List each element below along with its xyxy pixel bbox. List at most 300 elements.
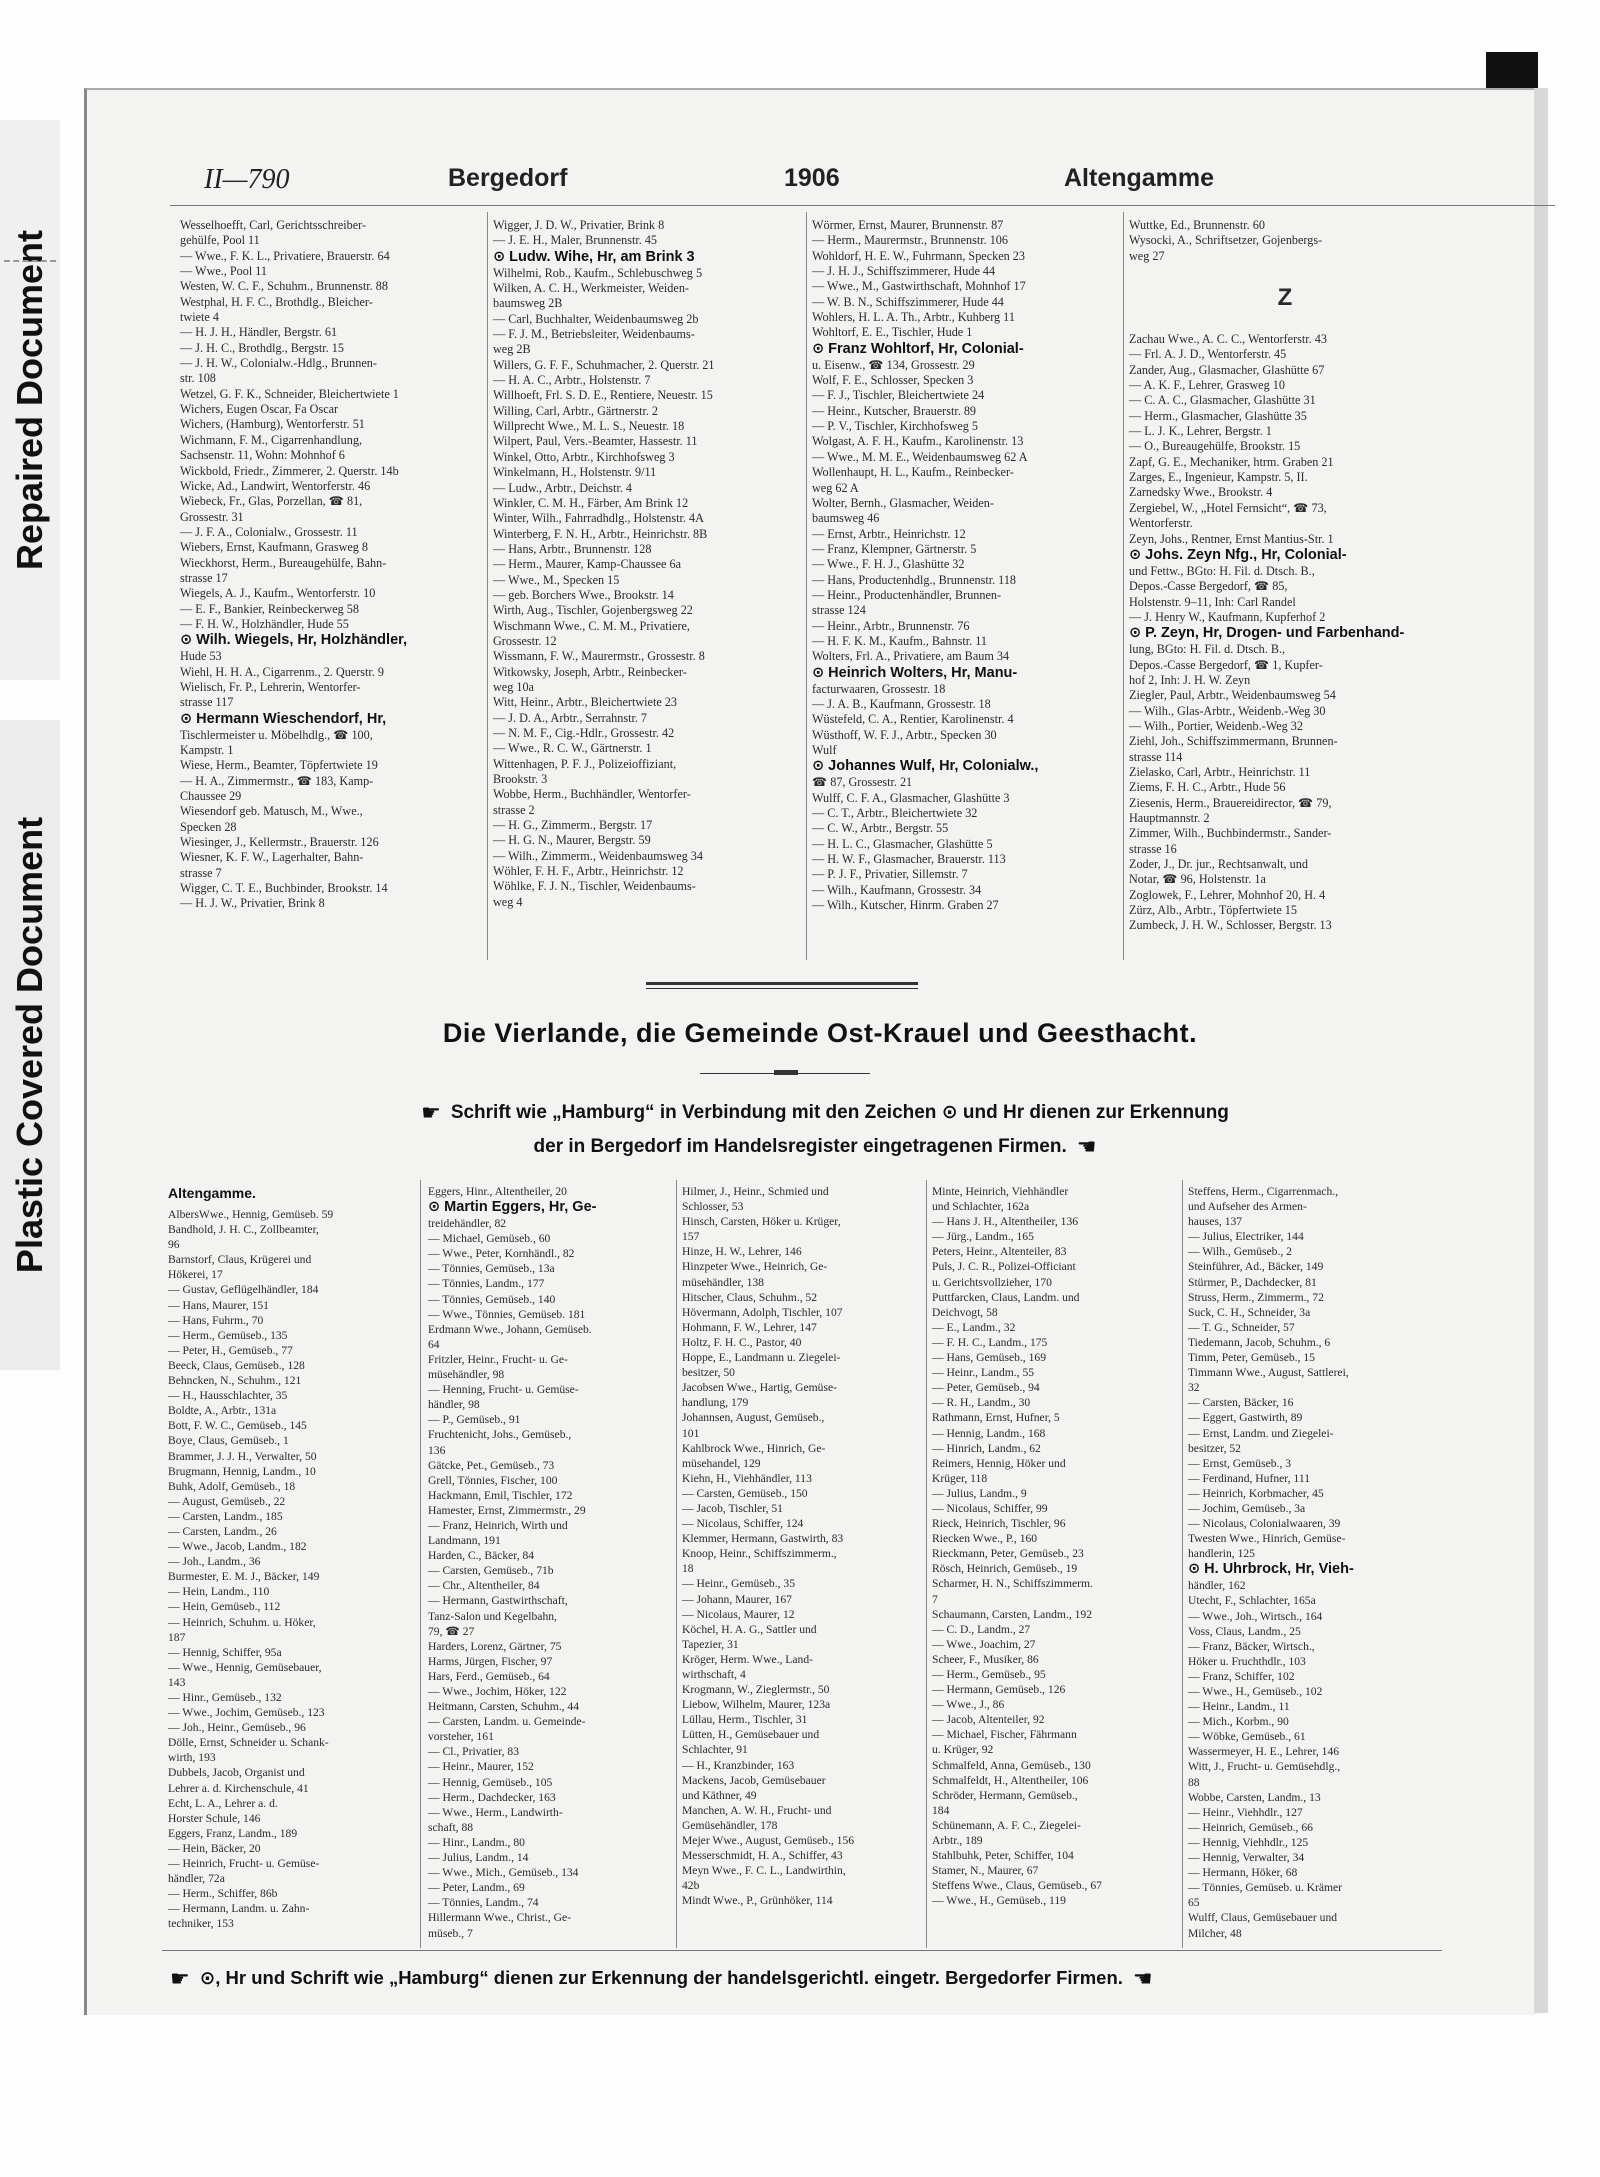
- directory-entry: Liebow, Wilhelm, Maurer, 123a: [682, 1698, 831, 1712]
- footer-rule: [162, 1950, 1442, 1951]
- directory-entry: — H. G. N., Maurer, Bergstr. 59: [493, 833, 651, 848]
- directory-entry: — Franz, Schiffer, 102: [1188, 1669, 1295, 1683]
- directory-entry: Jacobsen Wwe., Hartig, Gemüse-: [682, 1381, 837, 1395]
- directory-entry: — Jacob, Tischler, 51: [682, 1501, 783, 1515]
- directory-entry: Wetzel, G. F. K., Schneider, Bleichertwiete 1: [180, 386, 399, 401]
- directory-entry: — Wwe., H., Gemüseb., 102: [1188, 1685, 1323, 1698]
- directory-entry: 88: [1188, 1775, 1200, 1789]
- directory-entry: — J. H. W., Colonialw.-Hdlg., Brunnen-: [180, 356, 377, 371]
- directory-entry: Klemmer, Hermann, Gastwirth, 83: [682, 1532, 844, 1546]
- directory-entry: Wischmann Wwe., C. M. M., Privatiere,: [493, 618, 690, 633]
- directory-entry: — Heinrich, Korbmacher, 45: [1188, 1486, 1324, 1500]
- directory-entry: — Ernst, Gemüseb., 3: [1188, 1456, 1292, 1470]
- directory-entry: — H. W. F., Glasmacher, Brauerstr. 113: [812, 852, 1006, 867]
- page-number: II—790: [204, 164, 290, 195]
- directory-entry: — Frl. A. J. D., Wentorferstr. 45: [1129, 347, 1287, 362]
- directory-entry: strasse 2: [493, 802, 535, 817]
- directory-entry: — Wilh., Kutscher, Hinrm. Graben 27: [812, 898, 999, 913]
- directory-entry: — W. B. N., Schiffszimmerer, Hude 44: [812, 294, 1004, 309]
- pointing-hand-icon: ☚: [1132, 1966, 1153, 1991]
- directory-entry: Wichmann, F. M., Cigarrenhandlung,: [180, 432, 362, 447]
- directory-entry: — Wöbke, Gemüseb., 61: [1188, 1730, 1306, 1744]
- directory-entry: — Heinr., Viehhdlr., 127: [1188, 1805, 1303, 1819]
- directory-entry: müsehändler, 98: [428, 1368, 505, 1382]
- section-title: Die Vierlande, die Gemeinde Ost-Krauel und Geesthacht.: [442, 1018, 1198, 1048]
- directory-entry: Rieck, Heinrich, Tischler, 96: [932, 1517, 1066, 1531]
- directory-entry: — C. W., Arbtr., Bergstr. 55: [812, 821, 949, 836]
- directory-entry: — Jacob, Altenteiler, 92: [932, 1713, 1045, 1727]
- column-rule: [806, 212, 807, 960]
- directory-entry: Wentorferstr.: [1129, 516, 1193, 531]
- directory-entry: gehülfe, Pool 11: [180, 233, 260, 248]
- vierlande-column-2: [428, 1184, 674, 1941]
- directory-entry: Boye, Claus, Gemüseb., 1: [168, 1434, 289, 1448]
- directory-entry: — Herm., Schiffer, 86b: [168, 1887, 278, 1901]
- directory-entry: — Hans, Maurer, 151: [168, 1298, 269, 1312]
- directory-entry: Winkelmann, H., Holstenstr. 9/11: [493, 465, 657, 480]
- directory-entry: — J. E. H., Maler, Brunnenstr. 45: [493, 233, 658, 248]
- directory-entry: Steffens Wwe., Claus, Gemüseb., 67: [932, 1879, 1102, 1893]
- directory-entry: Wörmer, Ernst, Maurer, Brunnenstr. 87: [812, 218, 1004, 232]
- directory-entry: 65: [1188, 1896, 1200, 1910]
- directory-entry: Hinsch, Carsten, Höker u. Krüger,: [682, 1215, 841, 1229]
- directory-entry: — Heinr., Landm., 11: [1188, 1700, 1290, 1714]
- directory-entry: Wysocki, A., Schriftsetzer, Gojenbergs-: [1129, 233, 1323, 248]
- directory-entry: Wichers, (Hamburg), Wentorferstr. 51: [180, 417, 365, 432]
- directory-entry: Messerschmidt, H. A., Schiffer, 43: [682, 1849, 843, 1863]
- title-ornament: [774, 1070, 798, 1075]
- directory-entry: — Heinr., Arbtr., Brunnenstr. 76: [812, 618, 970, 633]
- directory-entry: Knoop, Heinr., Schiffszimmerm.,: [682, 1547, 837, 1561]
- directory-entry: Schlachter, 91: [682, 1743, 748, 1757]
- header-year: 1906: [784, 164, 840, 192]
- directory-entry: — H. A. C., Arbtr., Holstenstr. 7: [493, 373, 651, 388]
- directory-entry: — Carsten, Gemüseb., 71b: [428, 1564, 554, 1578]
- directory-entry: — P., Gemüseb., 91: [428, 1413, 521, 1427]
- directory-entry: Wilken, A. C. H., Werkmeister, Weiden-: [493, 281, 689, 296]
- directory-entry: Rieckmann, Peter, Gemüseb., 23: [932, 1547, 1084, 1561]
- directory-entry: Wolgast, A. F. H., Kaufm., Karolinenstr. 13: [812, 434, 1024, 449]
- directory-entry: — Wwe., Joh., Wirtsch., 164: [1188, 1609, 1323, 1623]
- directory-entry: Zoglowek, F., Lehrer, Mohnhof 20, H. 4: [1129, 887, 1326, 902]
- directory-entry: — Nicolaus, Colonialwaaren, 39: [1188, 1517, 1341, 1531]
- directory-entry: Krogmann, W., Zieglermstr., 50: [682, 1683, 830, 1697]
- directory-entry: Wickbold, Friedr., Zimmerer, 2. Querstr. 14b: [180, 463, 399, 478]
- directory-entry: Steffens, Herm., Cigarrenmach.,: [1188, 1185, 1339, 1198]
- directory-entry: Wolters, Frl. A., Privatiere, am Baum 34: [812, 649, 1010, 664]
- directory-entry: — Hermann, Landm. u. Zahn-: [168, 1902, 310, 1916]
- directory-entry: — Wwe., M., Gastwirthschaft, Mohnhof 17: [812, 279, 1026, 294]
- directory-entry: — Herm., Gemüseb., 135: [168, 1328, 288, 1342]
- directory-entry: 64: [428, 1337, 440, 1351]
- header-town: Altengamme: [1064, 164, 1215, 192]
- column-rule: [420, 1180, 421, 1948]
- directory-entry: ☎ 87, Grossestr. 21: [812, 775, 913, 790]
- directory-entry: Manchen, A. W. H., Frucht- und: [682, 1803, 832, 1817]
- directory-entry: Ziegler, Paul, Arbtr., Weidenbaumsweg 54: [1129, 688, 1336, 703]
- directory-entry: — P. V., Tischler, Kirchhofsweg 5: [812, 419, 978, 434]
- directory-entry: Meyn Wwe., F. C. L., Landwirthin,: [682, 1864, 846, 1878]
- directory-entry: — Heinr., Productenhändler, Brunnen-: [812, 587, 1002, 602]
- directory-entry: — Herm., Maurer, Kamp-Chaussee 6a: [493, 557, 682, 572]
- directory-entry: Beeck, Claus, Gemüseb., 128: [168, 1358, 305, 1372]
- directory-entry: — Heinr., Gemüseb., 35: [682, 1577, 796, 1591]
- directory-entry: — Carsten, Gemüseb., 150: [682, 1486, 808, 1500]
- directory-entry: Hackmann, Emil, Tischler, 172: [428, 1488, 573, 1502]
- directory-entry: Tischlermeister u. Möbelhdlg., ☎ 100,: [180, 727, 373, 742]
- directory-entry: — H. L. C., Glasmacher, Glashütte 5: [812, 836, 993, 851]
- directory-entry: Zapf, G. E., Mechaniker, htrm. Graben 21: [1129, 454, 1334, 469]
- directory-entry: Zander, Aug., Glasmacher, Glashütte 67: [1129, 362, 1325, 377]
- directory-entry: Winkler, C. M. H., Färber, Am Brink 12: [493, 495, 689, 510]
- directory-entry: — J. D. A., Arbtr., Serrahnstr. 7: [493, 710, 648, 725]
- directory-entry: — Heinrich, Frucht- u. Gemüse-: [168, 1857, 320, 1871]
- directory-column-4: [1129, 218, 1441, 934]
- directory-entry: Wobbe, Carsten, Landm., 13: [1188, 1790, 1321, 1804]
- directory-entry: Wiegels, A. J., Kaufm., Wentorferstr. 10: [180, 586, 376, 601]
- directory-entry: Zürz, Alb., Arbtr., Töpfertwiete 15: [1129, 903, 1297, 918]
- directory-entry: — Jochim, Gemüseb., 3a: [1188, 1501, 1306, 1515]
- directory-entry: händler, 162: [1188, 1579, 1246, 1593]
- directory-entry: schaft, 88: [428, 1820, 474, 1834]
- directory-entry: Erdmann Wwe., Johann, Gemüseb.: [428, 1322, 592, 1336]
- page-header: [84, 160, 1534, 204]
- directory-entry: 18: [682, 1562, 694, 1576]
- directory-entry: weg 10a: [493, 679, 534, 694]
- directory-entry: Wöhler, F. H. F., Arbtr., Heinrichstr. 12: [493, 864, 684, 879]
- header-place: Bergedorf: [448, 164, 568, 192]
- directory-entry: handlung, 179: [682, 1396, 749, 1410]
- directory-entry: 79, ☎ 27: [428, 1624, 475, 1638]
- directory-entry: — H. F. K. M., Kaufm., Bahnstr. 11: [812, 633, 987, 648]
- directory-entry: — Wwe., R. C. W., Gärtnerstr. 1: [493, 741, 652, 756]
- directory-entry: — geb. Borchers Wwe., Brookstr. 14: [493, 587, 674, 602]
- directory-entry: — Carl, Buchhalter, Weidenbaumsweg 2b: [493, 311, 699, 326]
- directory-entry: Peters, Heinr., Altenteiler, 83: [932, 1245, 1067, 1259]
- directory-entry: vorsteher, 161: [428, 1730, 494, 1744]
- directory-entry: Milcher, 48: [1188, 1926, 1242, 1940]
- directory-entry: Hinzpeter Wwe., Heinrich, Ge-: [682, 1260, 828, 1274]
- directory-entry: Wiese, Herm., Beamter, Töpfertwiete 19: [180, 758, 378, 773]
- directory-entry: Bott, F. W. C., Gemüseb., 145: [168, 1419, 307, 1433]
- directory-entry: — Peter, Gemüseb., 94: [932, 1381, 1040, 1395]
- directory-entry: Witt, Heinr., Arbtr., Bleichertwiete 23: [493, 695, 677, 710]
- directory-entry: Scheer, F., Musiker, 86: [932, 1652, 1039, 1666]
- directory-entry: — Heinrich, Gemüseb., 66: [1188, 1820, 1313, 1834]
- directory-entry: facturwaaren, Grossestr. 18: [812, 681, 946, 696]
- directory-entry: — Wwe., M. M. E., Weidenbaumsweg 62 A: [812, 449, 1028, 464]
- directory-entry: 136: [428, 1443, 446, 1457]
- directory-entry: Krüger, 118: [932, 1471, 988, 1485]
- directory-entry: — J. F. A., Colonialw., Grossestr. 11: [180, 524, 358, 539]
- directory-entry: — Hans J. H., Altentheiler, 136: [932, 1215, 1079, 1229]
- directory-entry: Wollenhaupt, H. L., Kaufm., Reinbecker-: [812, 465, 1014, 480]
- pointing-hand-icon: ☛: [170, 1966, 190, 1991]
- directory-entry: Wohlers, H. L. A. Th., Arbtr., Kuhberg 11: [812, 310, 1015, 325]
- directory-entry: Hitscher, Claus, Schuhm., 52: [682, 1290, 818, 1304]
- directory-entry: — Ludw., Arbtr., Deichstr. 4: [493, 480, 633, 495]
- directory-entry: Echt, L. A., Lehrer a. d.: [168, 1796, 278, 1810]
- directory-entry: besitzer, 50: [682, 1366, 735, 1380]
- directory-entry: — Joh., Landm., 36: [168, 1555, 261, 1569]
- directory-entry: strasse 7: [180, 865, 222, 880]
- directory-entry: Westphal, H. F. C., Brothdlg., Bleicher-: [180, 294, 373, 309]
- directory-entry: — Hinrich, Landm., 62: [932, 1441, 1041, 1455]
- directory-entry: Wittenhagen, P. F. J., Polizeioffiziant,: [493, 756, 677, 771]
- directory-entry: — H., Hausschlachter, 35: [168, 1389, 288, 1403]
- directory-entry: strasse 117: [180, 695, 234, 710]
- directory-entry: — E. F., Bankier, Reinbeckerweg 58: [180, 601, 359, 616]
- directory-entry: — P. J. F., Privatier, Sillemstr. 7: [812, 867, 968, 882]
- directory-entry: Harms, Jürgen, Fischer, 97: [428, 1654, 553, 1668]
- directory-entry: treidehändler, 82: [428, 1217, 507, 1231]
- directory-entry: müseb., 7: [428, 1926, 473, 1940]
- directory-entry: Wilpert, Paul, Vers.-Beamter, Hassestr. 11: [493, 434, 698, 449]
- directory-entry: Hillermann Wwe., Christ., Ge-: [428, 1911, 572, 1925]
- directory-entry: und Käthner, 49: [682, 1788, 757, 1802]
- directory-entry: Wolter, Bernh., Glasmacher, Weiden-: [812, 495, 994, 510]
- directory-entry: u. Eisenw., ☎ 134, Grossestr. 29: [812, 357, 975, 372]
- directory-entry: — Heinr., Kutscher, Brauerstr. 89: [812, 403, 977, 418]
- directory-entry: Wiesinger, J., Kellermstr., Brauerstr. 126: [180, 835, 379, 850]
- directory-entry: — F. H. C., Landm., 175: [932, 1335, 1048, 1349]
- directory-entry: — A. K. F., Lehrer, Grasweg 10: [1129, 378, 1285, 393]
- directory-entry: twiete 4: [180, 310, 219, 325]
- directory-entry: — Wilh., Portier, Weidenb.-Weg 32: [1129, 718, 1303, 733]
- vierlande-column-3: [682, 1184, 922, 1909]
- directory-entry: Kröger, Herm. Wwe., Land-: [682, 1652, 813, 1666]
- directory-entry: Wilhelmi, Rob., Kaufm., Schlebuschweg 5: [493, 265, 703, 280]
- directory-entry: Scharmer, H. N., Schiffszimmerm.: [932, 1577, 1093, 1591]
- directory-entry: — August, Gemüseb., 22: [168, 1494, 286, 1508]
- directory-entry: — Hinr., Landm., 80: [428, 1835, 525, 1849]
- directory-entry: — Wilh., Gemüseb., 2: [1188, 1245, 1292, 1259]
- directory-entry: Puttfarcken, Claus, Landm. und: [932, 1290, 1080, 1304]
- directory-entry: Utecht, F., Schlachter, 165a: [1188, 1594, 1316, 1608]
- directory-entry: wirth, 193: [168, 1751, 216, 1765]
- directory-entry: — Carsten, Bäcker, 16: [1188, 1396, 1294, 1410]
- directory-entry: — Herm., Maurermstr., Brunnenstr. 106: [812, 233, 1008, 248]
- directory-entry: Hökerei, 17: [168, 1268, 223, 1282]
- directory-entry: Arbtr., 189: [932, 1834, 983, 1848]
- directory-entry: Wissmann, F. W., Maurermstr., Grossestr. 8: [493, 649, 705, 664]
- directory-entry: Wohltorf, E. E., Tischler, Hude 1: [812, 325, 973, 340]
- directory-entry: Willing, Carl, Arbtr., Gärtnerstr. 2: [493, 403, 659, 418]
- directory-entry: Harden, C., Bäcker, 84: [428, 1549, 535, 1563]
- directory-entry: — Hein, Bäcker, 20: [168, 1841, 261, 1855]
- directory-entry: Winkel, Otto, Arbtr., Kirchhofsweg 3: [493, 449, 675, 464]
- directory-entry: Eggers, Hinr., Altentheiler, 20: [428, 1185, 567, 1198]
- directory-entry: Altengamme.: [168, 1185, 256, 1201]
- directory-entry: Schlosser, 53: [682, 1200, 744, 1214]
- directory-entry: ⊙ Franz Wohltorf, Hr, Colonial-: [812, 340, 1024, 357]
- directory-entry: — Michael, Fischer, Fährmann: [932, 1728, 1077, 1742]
- directory-entry: Timm, Peter, Gemüseb., 15: [1188, 1351, 1315, 1365]
- directory-entry: Zumbeck, J. H. W., Schlosser, Bergstr. 13: [1129, 918, 1332, 933]
- vierlande-column-1: [168, 1184, 414, 1932]
- directory-entry: Zeyn, Johs., Rentner, Ernst Mantius-Str. 1: [1129, 531, 1334, 546]
- directory-entry: — Nicolaus, Schiffer, 99: [932, 1501, 1048, 1515]
- directory-entry: ⊙ Hermann Wieschendorf, Hr,: [180, 710, 387, 727]
- directory-entry: — Henning, Frucht- u. Gemüse-: [428, 1383, 579, 1397]
- directory-entry: Wigger, J. D. W., Privatier, Brink 8: [493, 218, 665, 232]
- directory-entry: Winterberg, F. N. H., Arbtr., Heinrichstr. 8B: [493, 526, 708, 541]
- directory-entry: Chaussee 29: [180, 789, 242, 804]
- directory-entry: — Wwe., Jacob, Landm., 182: [168, 1540, 307, 1554]
- side-tabs: [0, 120, 60, 1300]
- directory-entry: Z: [1277, 284, 1293, 312]
- directory-entry: Willprecht Wwe., M. L. S., Neuestr. 18: [493, 419, 685, 434]
- notice-text-2: der in Bergedorf im Handelsregister eingetragenen Firmen.: [533, 1136, 1067, 1158]
- directory-entry: 96: [168, 1238, 180, 1252]
- pointing-hand-icon: ☚: [1076, 1134, 1097, 1159]
- directory-entry: Hövermann, Adolph, Tischler, 107: [682, 1305, 843, 1319]
- directory-entry: Gemüsehändler, 178: [682, 1818, 778, 1832]
- directory-entry: — Wwe., F. K. L., Privatiere, Brauerstr. 64: [180, 248, 390, 263]
- directory-entry: Bandhold, J. H. C., Zollbeamter,: [168, 1223, 319, 1237]
- directory-entry: — Heinr., Maurer, 152: [428, 1760, 534, 1774]
- directory-entry: Höker u. Fruchthdlr., 103: [1188, 1654, 1306, 1668]
- directory-entry: — Jürg., Landm., 165: [932, 1230, 1034, 1244]
- directory-entry: Stürmer, P., Dachdecker, 81: [1188, 1275, 1317, 1289]
- directory-entry: Timmann Wwe., August, Sattlerei,: [1188, 1366, 1349, 1380]
- directory-entry: Zergiebel, W., „Hotel Fernsicht“, ☎ 73,: [1129, 500, 1327, 515]
- column-rule: [926, 1180, 927, 1948]
- directory-entry: — Julius, Electriker, 144: [1188, 1230, 1304, 1244]
- directory-entry: Wiebeck, Fr., Glas, Porzellan, ☎ 81,: [180, 494, 363, 509]
- directory-entry: Mindt Wwe., P., Grünhöker, 114: [682, 1894, 833, 1908]
- directory-entry: — Hermann, Gastwirthschaft,: [428, 1594, 568, 1608]
- directory-entry: — Peter, H., Gemüseb., 77: [168, 1343, 293, 1357]
- notice-line-2: [120, 1134, 1520, 1160]
- directory-entry: Barnstorf, Claus, Krügerei und: [168, 1253, 312, 1267]
- directory-entry: — H. J. H., Händler, Bergstr. 61: [180, 325, 338, 340]
- directory-entry: Buhk, Adolf, Gemüseb., 18: [168, 1479, 296, 1493]
- directory-entry: Zimmer, Wilh., Buchbindermstr., Sander-: [1129, 826, 1332, 841]
- directory-entry: Dölle, Ernst, Schneider u. Schank-: [168, 1736, 329, 1750]
- directory-entry: — Hennig, Schiffer, 95a: [168, 1645, 282, 1659]
- directory-entry: Wielisch, Fr. P., Lehrerin, Wentorfer-: [180, 679, 361, 694]
- directory-entry: — Wwe., Hennig, Gemüsebauer,: [168, 1660, 322, 1674]
- directory-entry: Fruchtenicht, Johs., Gemüseb.,: [428, 1428, 572, 1442]
- directory-entry: — Michael, Gemüseb., 60: [428, 1232, 551, 1246]
- directory-entry: — Hein, Gemüseb., 112: [168, 1600, 281, 1614]
- directory-entry: strasse 124: [812, 603, 866, 618]
- directory-entry: — C. A. C., Glasmacher, Glashütte 31: [1129, 393, 1316, 408]
- directory-entry: weg 4: [493, 894, 523, 909]
- directory-entry: — Hermann, Höker, 68: [1188, 1866, 1298, 1880]
- directory-entry: Wuttke, Ed., Brunnenstr. 60: [1129, 218, 1265, 232]
- directory-entry: Reimers, Hennig, Höker und: [932, 1456, 1066, 1470]
- directory-entry: Grell, Tönnies, Fischer, 100: [428, 1473, 558, 1487]
- directory-entry: — Hennig, Gemüseb., 105: [428, 1775, 553, 1789]
- directory-entry: Grossestr. 31: [180, 509, 244, 524]
- column-rule: [676, 1180, 677, 1948]
- directory-entry: Wobbe, Herm., Buchhändler, Wentorfer-: [493, 787, 691, 802]
- directory-entry: Tanz-Salon und Kegelbahn,: [428, 1609, 557, 1623]
- directory-entry: — Julius, Landm., 14: [428, 1851, 529, 1865]
- directory-entry: Lehrer a. d. Kirchenschule, 41: [168, 1781, 309, 1795]
- directory-entry: — H. G., Zimmerm., Bergstr. 17: [493, 818, 653, 833]
- directory-entry: Wiehl, H. H. A., Cigarrenm., 2. Querstr. 9: [180, 664, 384, 679]
- directory-entry: — C. D., Landm., 27: [932, 1622, 1031, 1636]
- directory-entry: — Hermann, Gemüseb., 126: [932, 1683, 1066, 1697]
- directory-entry: — Wwe., M., Specken 15: [493, 572, 620, 587]
- directory-entry: 157: [682, 1230, 700, 1244]
- plastic-covered-tab: [0, 720, 60, 1370]
- directory-entry: Mejer Wwe., August, Gemüseb., 156: [682, 1834, 855, 1848]
- plastic-label: Plastic Covered Document: [9, 816, 51, 1274]
- directory-entry: — Wwe., Jochim, Höker, 122: [428, 1685, 567, 1698]
- directory-entry: Willers, G. F. F., Schuhmacher, 2. Querstr. 21: [493, 357, 715, 372]
- directory-entry: Wicke, Ad., Landwirt, Wentorferstr. 46: [180, 478, 371, 493]
- directory-entry: — T. G., Schneider, 57: [1188, 1320, 1295, 1334]
- directory-entry: — H. A., Zimmermstr., ☎ 183, Kamp-: [180, 773, 374, 788]
- directory-entry: Tapezier, 31: [682, 1637, 739, 1651]
- directory-entry: — Wilh., Glas-Arbtr., Weidenb.-Weg 30: [1129, 703, 1326, 718]
- section-rule: [646, 988, 918, 989]
- directory-entry: — Herm., Gemüseb., 95: [932, 1668, 1046, 1681]
- directory-entry: Hars, Ferd., Gemüseb., 64: [428, 1669, 550, 1683]
- directory-entry: 32: [1188, 1381, 1200, 1395]
- directory-entry: Hilmer, J., Heinr., Schmied und: [682, 1185, 829, 1198]
- directory-entry: — Mich., Korbm., 90: [1188, 1715, 1289, 1729]
- directory-entry: hof 2, Inh: J. H. W. Zeyn: [1129, 672, 1251, 687]
- directory-entry: Boldte, A., Arbtr., 131a: [168, 1404, 277, 1418]
- page-edge-shadow: [1534, 88, 1548, 2013]
- directory-entry: — R. H., Landm., 30: [932, 1396, 1031, 1410]
- directory-entry: — Hans, Gemüseb., 169: [932, 1351, 1046, 1365]
- directory-entry: u. Gerichtsvollzieher, 170: [932, 1275, 1052, 1289]
- directory-entry: — Hans, Fuhrm., 70: [168, 1313, 264, 1327]
- directory-entry: — Hein, Landm., 110: [168, 1585, 270, 1599]
- directory-entry: Gätcke, Pet., Gemüseb., 73: [428, 1458, 555, 1472]
- directory-entry: ⊙ Martin Eggers, Hr, Ge-: [428, 1199, 597, 1216]
- directory-entry: weg 2B: [493, 342, 531, 357]
- repaired-document-tab: [0, 120, 60, 680]
- directory-entry: Lütten, H., Gemüsebauer und: [682, 1728, 820, 1742]
- directory-entry: — F. H. W., Holzhändler, Hude 55: [180, 616, 349, 631]
- directory-entry: — Hinr., Gemüseb., 132: [168, 1691, 282, 1704]
- directory-entry: Köchel, H. A. G., Sattler und: [682, 1622, 817, 1636]
- directory-entry: Kahlbrock Wwe., Hinrich, Ge-: [682, 1441, 826, 1455]
- directory-entry: ⊙ Heinrich Wolters, Hr, Manu-: [812, 664, 1018, 681]
- directory-entry: — Carsten, Landm. u. Gemeinde-: [428, 1715, 586, 1729]
- directory-entry: — Franz, Bäcker, Wirtsch.,: [1188, 1639, 1315, 1653]
- directory-entry: strasse 16: [1129, 841, 1177, 856]
- directory-entry: besitzer, 52: [1188, 1441, 1241, 1455]
- directory-entry: müsehandel, 129: [682, 1456, 761, 1470]
- directory-entry: Hoppe, E., Landmann u. Ziegelei-: [682, 1351, 841, 1365]
- pointing-hand-icon: ☛: [421, 1100, 441, 1125]
- directory-entry: strasse 17: [180, 570, 228, 585]
- directory-entry: — Carsten, Landm., 185: [168, 1509, 283, 1523]
- footer-note: [160, 1966, 1420, 1992]
- directory-entry: Willhoeft, Frl. S. D. E., Rentiere, Neuestr. 15: [493, 388, 713, 403]
- directory-entry: Hude 53: [180, 649, 222, 664]
- directory-entry: — J. Henry W., Kaufmann, Kupferhof 2: [1129, 609, 1326, 624]
- directory-entry: — H. J. W., Privatier, Brink 8: [180, 896, 325, 911]
- directory-entry: händler, 72a: [168, 1872, 225, 1886]
- directory-entry: — Peter, Landm., 69: [428, 1881, 525, 1895]
- directory-entry: — Wwe., F. H. J., Glashütte 32: [812, 557, 965, 572]
- directory-entry: — Tönnies, Landm., 177: [428, 1277, 545, 1291]
- directory-entry: Wüsthoff, W. F. J., Arbtr., Specken 30: [812, 727, 997, 742]
- directory-entry: ⊙ Wilh. Wiegels, Hr, Holzhändler,: [180, 632, 408, 649]
- directory-entry: Wichers, Eugen Oscar, Fa Oscar: [180, 402, 339, 417]
- directory-entry: — L. J. K., Lehrer, Bergstr. 1: [1129, 424, 1272, 439]
- directory-entry: Ziems, F. H. C., Arbtr., Hude 56: [1129, 780, 1286, 795]
